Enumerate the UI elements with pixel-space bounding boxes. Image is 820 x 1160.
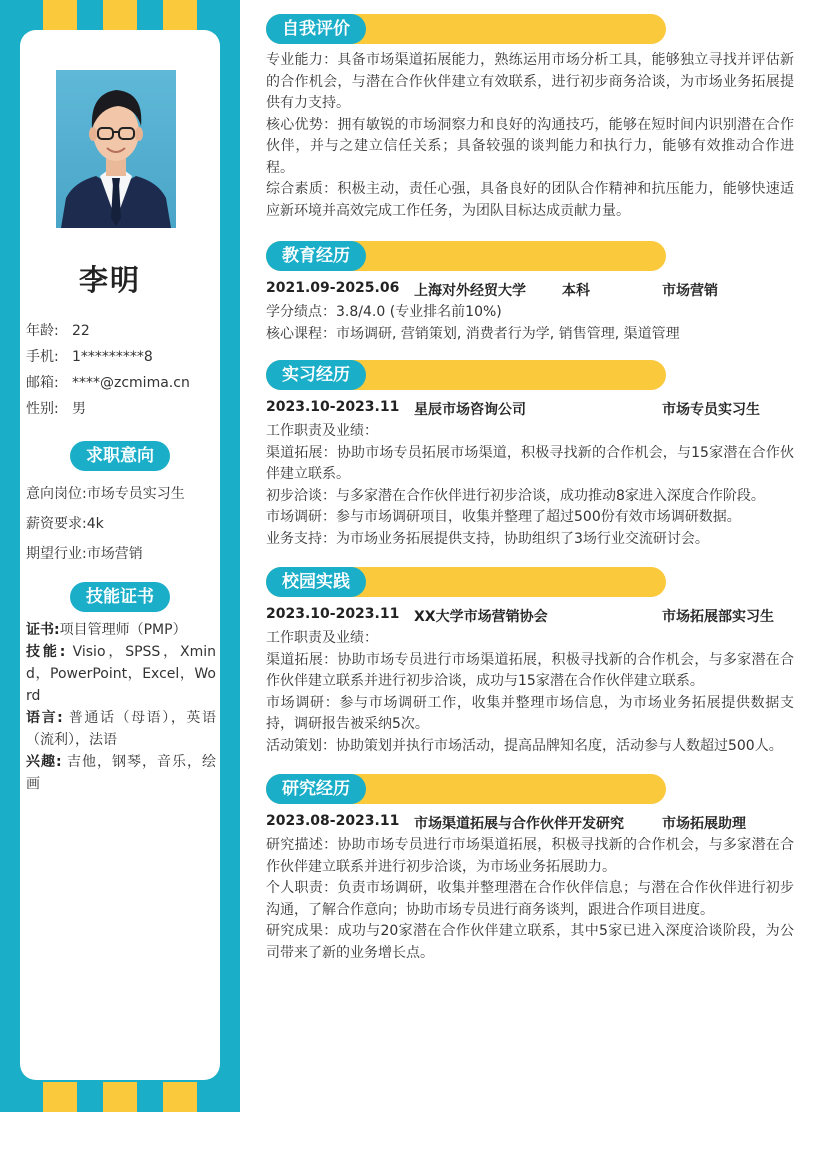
skill-value: Visio，SPSS，Xmind，PowerPoint，Excel，Word bbox=[26, 644, 216, 704]
campus-line: 活动策划：协助策划并执行市场活动，提高品牌知名度，活动参与人数超过500人。 bbox=[266, 737, 783, 754]
campus-org: XX大学市场营销协会 bbox=[414, 609, 548, 625]
section-bar-research bbox=[266, 774, 666, 804]
decor-stripe bbox=[43, 1082, 77, 1112]
info-label: 性别: bbox=[26, 401, 59, 417]
internship-line: 渠道拓展：协助市场专员拓展市场渠道，积极寻找新的合作机会，与15家潜在合作伙伴建立联系。 bbox=[266, 444, 794, 482]
education-school: 上海对外经贸大学 bbox=[414, 283, 526, 299]
internship-line: 业务支持：为市场业务拓展提供支持，协助组织了3场行业交流研讨会。 bbox=[266, 530, 709, 547]
internship-role: 市场专员实习生 bbox=[662, 402, 760, 418]
info-row-email bbox=[26, 370, 216, 396]
skill-label: 证书: bbox=[26, 622, 60, 638]
research-header bbox=[266, 813, 794, 835]
section-title: 实习经历 bbox=[266, 360, 366, 390]
info-value: ****@zcmima.cn bbox=[72, 375, 190, 391]
job-intent-label: 意向岗位: bbox=[26, 486, 87, 502]
education-line: 学分绩点：3.8/4.0 (专业排名前10%) bbox=[266, 304, 502, 320]
skill-label: 兴趣: bbox=[26, 754, 62, 770]
research-line: 个人职责：负责市场调研，收集并整理潜在合作伙伴信息；与潜在合作伙伴进行初步沟通，了解合作意向；协助市场专员进行商务谈判，跟进合作项目进度。 bbox=[266, 880, 794, 918]
education-major: 市场营销 bbox=[662, 283, 718, 299]
self-eval-paragraph: 核心优势：拥有敏锐的市场洞察力和良好的沟通技巧，能够在短时间内识别潜在合作伙伴，并与之建立信任关系；具备较强的谈判能力和执行力，能够有效推动合作进程。 bbox=[266, 116, 794, 176]
decor-stripe bbox=[43, 0, 77, 30]
campus-header bbox=[266, 606, 794, 628]
info-label: 手机: bbox=[26, 349, 59, 365]
internship-line: 初步洽谈：与多家潜在合作伙伴进行初步洽谈，成功推动8家进入深度合作阶段。 bbox=[266, 487, 765, 504]
decor-stripe bbox=[103, 0, 137, 30]
job-intent-item bbox=[26, 539, 216, 569]
info-row-age bbox=[26, 318, 216, 344]
internship-header bbox=[266, 399, 794, 421]
internship-org: 星辰市场咨询公司 bbox=[414, 402, 526, 418]
decor-stripe bbox=[163, 0, 197, 30]
info-value: 1*********8 bbox=[72, 349, 153, 365]
campus-role: 市场拓展部实习生 bbox=[662, 609, 774, 625]
research-line: 研究成果：成功与20家潜在合作伙伴建立联系，其中5家已进入深度洽谈阶段，为公司带来了新的业务增长点。 bbox=[266, 923, 794, 961]
basic-info bbox=[26, 318, 216, 422]
research-date: 2023.08-2023.11 bbox=[266, 813, 400, 829]
self-eval-paragraph: 综合素质：积极主动，责任心强，具备良好的团队合作精神和抗压能力，能够快速适应新环境并高效完成工作任务，为团队目标达成贡献力量。 bbox=[266, 181, 794, 219]
skills-heading: 技能证书 bbox=[70, 582, 170, 612]
campus-line: 渠道拓展：协助市场专员进行市场渠道拓展，积极寻找新的合作机会，与多家潜在合作伙伴建立联系并进行初步洽谈，成功与15家潜在合作伙伴建立联系。 bbox=[266, 651, 794, 689]
campus-date: 2023.10-2023.11 bbox=[266, 606, 400, 622]
education-line: 核心课程：市场调研, 营销策划, 消费者行为学, 销售管理, 渠道管理 bbox=[266, 325, 680, 342]
section-bar-campus bbox=[266, 567, 666, 597]
section-title: 教育经历 bbox=[266, 241, 366, 271]
research-details bbox=[266, 835, 794, 964]
research-line: 研究描述：协助市场专员进行市场渠道拓展，积极寻找新的合作机会，与多家潜在合作伙伴建立联系并进行初步洽谈，为市场业务拓展助力。 bbox=[266, 837, 794, 875]
education-date: 2021.09-2025.06 bbox=[266, 280, 400, 296]
info-value: 男 bbox=[72, 401, 86, 417]
internship-details bbox=[266, 421, 794, 550]
job-intent-label: 期望行业: bbox=[26, 546, 87, 562]
section-title: 校园实践 bbox=[266, 567, 366, 597]
section-title: 研究经历 bbox=[266, 774, 366, 804]
campus-details bbox=[266, 628, 794, 757]
job-intent-value: 4k bbox=[86, 516, 104, 532]
info-row-gender bbox=[26, 396, 216, 422]
job-intent-value: 市场专员实习生 bbox=[86, 486, 185, 502]
decor-stripe bbox=[103, 1082, 137, 1112]
section-bar-education bbox=[266, 241, 666, 271]
skills-list bbox=[26, 619, 216, 795]
skill-label: 技能: bbox=[26, 644, 66, 660]
self-eval-paragraph: 专业能力：具备市场渠道拓展能力，熟练运用市场分析工具，能够独立寻找并评估新的合作机会，与潜在合作伙伴建立有效联系，进行初步商务洽谈，为市场业务拓展提供有力支持。 bbox=[266, 52, 794, 111]
skill-value: 吉他，钢琴，音乐，绘画 bbox=[26, 754, 216, 792]
self-eval-content bbox=[266, 50, 794, 222]
info-row-phone bbox=[26, 344, 216, 370]
internship-date: 2023.10-2023.11 bbox=[266, 399, 400, 415]
decor-stripe bbox=[163, 1082, 197, 1112]
person-avatar-icon bbox=[56, 70, 176, 228]
section-bar-internship bbox=[266, 360, 666, 390]
info-label: 年龄: bbox=[26, 323, 59, 339]
campus-line: 市场调研：参与市场调研工作，收集并整理市场信息，为市场业务拓展提供数据支持，调研报告被采纳5次。 bbox=[266, 694, 794, 732]
job-intent-label: 薪资要求: bbox=[26, 516, 87, 532]
education-degree: 本科 bbox=[562, 283, 590, 299]
job-intent-item bbox=[26, 479, 216, 509]
section-title: 自我评价 bbox=[266, 14, 366, 44]
section-bar-self-eval bbox=[266, 14, 666, 44]
internship-line: 工作职责及业绩： bbox=[266, 423, 378, 439]
info-label: 邮箱: bbox=[26, 375, 59, 391]
research-project: 市场渠道拓展与合作伙伴开发研究 bbox=[414, 816, 624, 832]
skill-label: 语言: bbox=[26, 710, 63, 726]
job-intent-list bbox=[26, 479, 216, 569]
education-header bbox=[266, 280, 794, 302]
research-role: 市场拓展助理 bbox=[662, 816, 746, 832]
skill-value: 普通话（母语），英语（流利），法语 bbox=[26, 710, 216, 748]
skill-item bbox=[26, 707, 216, 751]
job-intent-heading: 求职意向 bbox=[70, 441, 170, 471]
campus-line: 工作职责及业绩： bbox=[266, 630, 378, 646]
education-details bbox=[266, 302, 794, 345]
skill-item bbox=[26, 751, 216, 795]
job-intent-item bbox=[26, 509, 216, 539]
profile-photo bbox=[56, 70, 176, 228]
skill-item bbox=[26, 641, 216, 707]
info-value: 22 bbox=[72, 323, 90, 339]
skill-item bbox=[26, 619, 216, 641]
internship-line: 市场调研：参与市场调研项目，收集并整理了超过500份有效市场调研数据。 bbox=[266, 509, 741, 525]
candidate-name: 李明 bbox=[78, 263, 141, 297]
skill-value: 项目管理师（PMP） bbox=[59, 622, 187, 638]
job-intent-value: 市场营销 bbox=[86, 546, 143, 562]
